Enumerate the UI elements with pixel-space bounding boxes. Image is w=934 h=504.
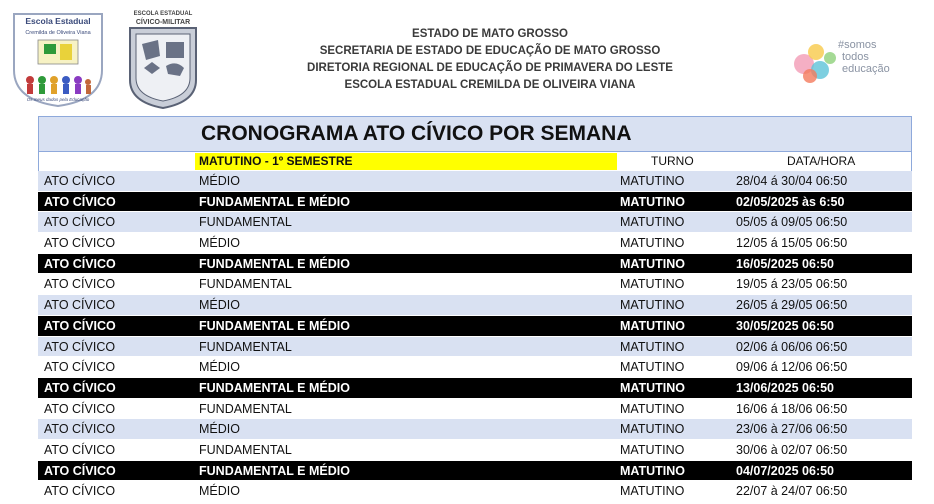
cell-date: 23/06 à 27/06 06:50 bbox=[736, 422, 848, 437]
table-row bbox=[38, 295, 912, 316]
cell-level: FUNDAMENTAL bbox=[199, 277, 292, 292]
cell-turno: MATUTINO bbox=[620, 174, 685, 188]
table-row bbox=[38, 440, 912, 461]
table-row bbox=[38, 337, 912, 358]
cell-date: 09/06 á 12/06 06:50 bbox=[736, 360, 848, 375]
header-line-secretaria: SECRETARIA DE ESTADO DE EDUCAÇÃO DE MATO GROSSO bbox=[319, 45, 661, 57]
cell-turno: MATUTINO bbox=[620, 215, 685, 230]
table-row bbox=[38, 254, 912, 275]
cell-activity: ATO CÍVICO bbox=[44, 463, 116, 478]
table-row bbox=[38, 461, 912, 482]
table-row bbox=[38, 316, 912, 337]
table-row bbox=[38, 233, 912, 254]
cell-activity: ATO CÍVICO bbox=[44, 277, 116, 292]
cell-activity: ATO CÍVICO bbox=[44, 422, 116, 437]
cell-date: 02/05/2025 às 6:50 bbox=[736, 194, 845, 209]
cell-level: FUNDAMENTAL E MÉDIO bbox=[199, 380, 350, 395]
cell-date: 22/07 à 24/07 06:50 bbox=[736, 484, 848, 499]
cell-level: FUNDAMENTAL bbox=[199, 401, 292, 416]
cell-level: FUNDAMENTAL bbox=[199, 339, 292, 354]
table-row bbox=[38, 357, 912, 378]
cell-level: FUNDAMENTAL bbox=[199, 215, 292, 230]
cell-activity: ATO CÍVICO bbox=[44, 236, 116, 251]
cell-activity: ATO CÍVICO bbox=[44, 256, 116, 271]
cell-activity: ATO CÍVICO bbox=[44, 194, 116, 209]
column-header-turno: TURNO bbox=[651, 154, 694, 168]
cell-activity: ATO CÍVICO bbox=[44, 339, 116, 354]
cell-date: 04/07/2025 06:50 bbox=[736, 463, 835, 478]
cell-level: MÉDIO bbox=[199, 422, 240, 437]
cell-level: FUNDAMENTAL E MÉDIO bbox=[199, 318, 350, 333]
cell-level: MÉDIO bbox=[199, 174, 240, 188]
cell-level: FUNDAMENTAL E MÉDIO bbox=[199, 194, 350, 209]
svg-text:ESCOLA ESTADUAL: ESCOLA ESTADUAL bbox=[133, 11, 193, 17]
table-row bbox=[38, 378, 912, 399]
civic-military-logo bbox=[124, 6, 202, 110]
cell-date: 02/06 á 06/06 06:50 bbox=[736, 339, 848, 354]
cell-activity: ATO CÍVICO bbox=[44, 174, 116, 188]
cell-turno: MATUTINO bbox=[620, 256, 686, 271]
svg-text:#somos: #somos bbox=[838, 39, 877, 51]
svg-text:Cremilda de Oliveira Viana: Cremilda de Oliveira Viana bbox=[25, 30, 91, 36]
table-body bbox=[38, 171, 912, 502]
cell-activity: ATO CÍVICO bbox=[44, 215, 116, 230]
table-row bbox=[38, 192, 912, 213]
table-row bbox=[38, 212, 912, 233]
cell-activity: ATO CÍVICO bbox=[44, 360, 116, 375]
table-row bbox=[38, 399, 912, 420]
somos-todos-educacao-logo bbox=[786, 24, 916, 94]
schedule-table bbox=[38, 116, 912, 502]
cell-level: MÉDIO bbox=[199, 236, 240, 251]
cell-turno: MATUTINO bbox=[620, 360, 685, 375]
cell-turno: MATUTINO bbox=[620, 401, 685, 416]
cell-date: 05/05 á 09/05 06:50 bbox=[736, 215, 848, 230]
cell-activity: ATO CÍVICO bbox=[44, 298, 116, 313]
cell-activity: ATO CÍVICO bbox=[44, 442, 116, 457]
cell-date: 13/06/2025 06:50 bbox=[736, 380, 835, 395]
cell-turno: MATUTINO bbox=[620, 422, 685, 437]
cell-turno: MATUTINO bbox=[620, 380, 686, 395]
cell-date: 30/05/2025 06:50 bbox=[736, 318, 835, 333]
svg-text:Escola Estadual: Escola Estadual bbox=[25, 16, 91, 26]
cell-turno: MATUTINO bbox=[620, 236, 685, 251]
header-line-escola: ESCOLA ESTADUAL CREMILDA DE OLIVEIRA VIANA bbox=[344, 79, 636, 91]
table-title: CRONOGRAMA ATO CÍVICO POR SEMANA bbox=[201, 122, 632, 145]
cell-activity: ATO CÍVICO bbox=[44, 484, 116, 499]
cell-turno: MATUTINO bbox=[620, 194, 686, 209]
cell-turno: MATUTINO bbox=[620, 463, 686, 478]
school-logo bbox=[8, 8, 108, 108]
cell-turno: MATUTINO bbox=[620, 484, 685, 499]
cell-activity: ATO CÍVICO bbox=[44, 380, 116, 395]
table-row bbox=[38, 419, 912, 440]
cell-level: MÉDIO bbox=[199, 484, 240, 499]
cell-turno: MATUTINO bbox=[620, 277, 685, 292]
cell-level: FUNDAMENTAL E MÉDIO bbox=[199, 256, 350, 271]
cell-activity: ATO CÍVICO bbox=[44, 318, 116, 333]
period-highlight bbox=[195, 153, 617, 170]
svg-text:Os meus dados pela Educação: Os meus dados pela Educação bbox=[26, 97, 90, 102]
cell-date: 12/05 á 15/05 06:50 bbox=[736, 236, 848, 251]
cell-turno: MATUTINO bbox=[620, 298, 685, 313]
cell-level: FUNDAMENTAL E MÉDIO bbox=[199, 463, 350, 478]
cell-turno: MATUTINO bbox=[620, 442, 685, 457]
svg-text:educação: educação bbox=[842, 63, 890, 75]
table-header-row bbox=[38, 152, 912, 171]
period-label: MATUTINO - 1º SEMESTRE bbox=[199, 154, 353, 168]
svg-text:CÍVICO-MILITAR: CÍVICO-MILITAR bbox=[135, 19, 191, 26]
cell-date: 28/04 á 30/04 06:50 bbox=[736, 174, 848, 188]
table-row bbox=[38, 171, 912, 192]
cell-date: 16/05/2025 06:50 bbox=[736, 256, 835, 271]
table-title-row bbox=[38, 116, 912, 152]
svg-text:todos: todos bbox=[842, 51, 869, 63]
cell-date: 30/06 à 02/07 06:50 bbox=[736, 442, 848, 457]
cell-level: MÉDIO bbox=[199, 360, 240, 375]
table-row bbox=[38, 274, 912, 295]
cell-turno: MATUTINO bbox=[620, 339, 685, 354]
cell-date: 26/05 á 29/05 06:50 bbox=[736, 298, 848, 313]
cell-date: 16/06 á 18/06 06:50 bbox=[736, 401, 848, 416]
cell-activity: ATO CÍVICO bbox=[44, 401, 116, 416]
table-row bbox=[38, 481, 912, 502]
column-header-data-hora: DATA/HORA bbox=[787, 154, 856, 168]
header-line-diretoria: DIRETORIA REGIONAL DE EDUCAÇÃO DE PRIMAVERA DO LESTE bbox=[307, 62, 673, 74]
cell-turno: MATUTINO bbox=[620, 318, 686, 333]
cell-level: MÉDIO bbox=[199, 298, 240, 313]
header-line-state: ESTADO DE MATO GROSSO bbox=[412, 28, 568, 40]
header-text bbox=[240, 26, 740, 94]
cell-level: FUNDAMENTAL bbox=[199, 442, 292, 457]
cell-date: 19/05 á 23/05 06:50 bbox=[736, 277, 848, 292]
